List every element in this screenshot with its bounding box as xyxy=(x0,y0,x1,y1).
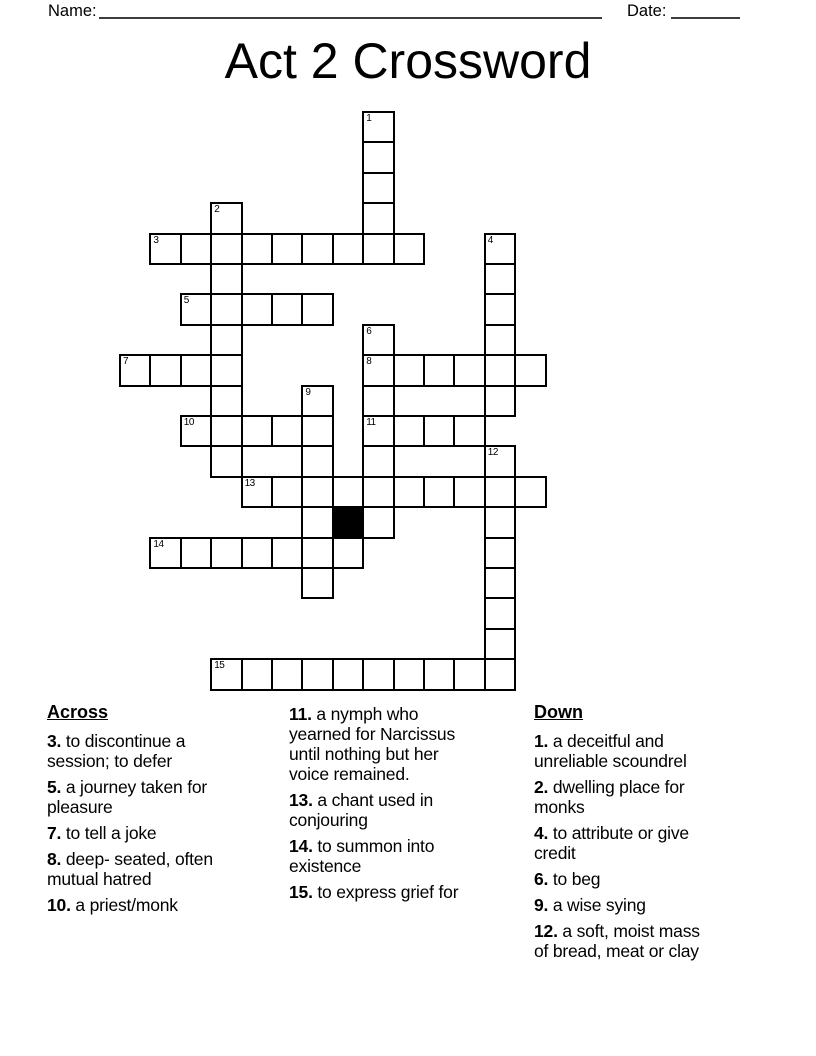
grid-cell[interactable] xyxy=(484,628,516,660)
clue-text: a priest/monk xyxy=(70,895,178,915)
across-clues-col1 xyxy=(47,731,287,915)
grid-cell[interactable] xyxy=(484,233,516,265)
cell-number: 14 xyxy=(153,538,164,550)
grid-cell[interactable] xyxy=(362,233,394,265)
cell-number: 10 xyxy=(183,417,194,428)
clue-number: 4. xyxy=(534,823,549,843)
grid-cell[interactable] xyxy=(332,233,364,265)
grid-cell[interactable] xyxy=(241,293,273,325)
clue-number: 15. xyxy=(289,882,313,902)
clue-13 xyxy=(289,790,524,830)
clue-number: 6. xyxy=(534,869,549,889)
clue-text: a deceitful and unreliable scoundrel xyxy=(534,731,687,771)
clue-6 xyxy=(534,869,779,889)
grid-cell[interactable] xyxy=(210,415,242,447)
down-clues xyxy=(534,731,779,961)
grid-cell[interactable] xyxy=(423,415,455,447)
clue-9 xyxy=(534,895,779,915)
grid-cell[interactable] xyxy=(393,658,425,690)
cell-number: 1 xyxy=(366,113,372,124)
grid-cell[interactable] xyxy=(210,537,242,569)
grid-cell[interactable] xyxy=(362,111,394,143)
grid-cell[interactable] xyxy=(423,476,455,508)
grid-cell[interactable] xyxy=(241,415,273,447)
grid-cell[interactable] xyxy=(484,354,516,386)
grid-cell[interactable] xyxy=(210,263,242,295)
clue-8 xyxy=(47,849,287,889)
grid-cell[interactable] xyxy=(484,476,516,508)
clue-text: a journey taken for pleasure xyxy=(47,777,208,817)
grid-cell[interactable] xyxy=(514,476,546,508)
clue-10 xyxy=(47,895,287,915)
cell-number: 5 xyxy=(183,295,189,307)
grid-cell[interactable] xyxy=(484,658,516,690)
grid-cell[interactable] xyxy=(119,354,151,386)
grid-cell[interactable] xyxy=(271,415,303,447)
clue-number: 5. xyxy=(47,777,62,797)
grid-cell[interactable] xyxy=(271,233,303,265)
grid-cell[interactable] xyxy=(332,476,364,508)
grid-cell[interactable] xyxy=(362,658,394,690)
clue-number: 13. xyxy=(289,790,313,810)
cell-number: 11 xyxy=(366,417,376,428)
grid-cell[interactable] xyxy=(210,385,242,417)
clue-text: to beg xyxy=(548,869,601,889)
grid-cell[interactable] xyxy=(393,415,425,447)
clue-number: 14. xyxy=(289,836,313,856)
grid-cell[interactable] xyxy=(180,293,212,325)
clue-1 xyxy=(534,731,779,771)
grid-cell[interactable] xyxy=(453,658,485,690)
clue-text: a nymph who yearned for Narcissus until nothing but her voice remained. xyxy=(289,704,456,784)
grid-cell[interactable] xyxy=(423,354,455,386)
clue-text: to tell a joke xyxy=(61,823,157,843)
clue-7 xyxy=(47,823,287,843)
grid-cell[interactable] xyxy=(301,293,333,325)
grid-cell[interactable] xyxy=(362,506,394,538)
page-title: Act 2 Crossword xyxy=(224,33,592,89)
grid-cell[interactable] xyxy=(241,476,273,508)
black-cell xyxy=(332,506,364,538)
grid-cell[interactable] xyxy=(149,354,181,386)
grid-cell[interactable] xyxy=(210,233,242,265)
crossword-grid xyxy=(119,111,547,691)
clue-number: 11. xyxy=(289,704,312,724)
grid-cell[interactable] xyxy=(514,354,546,386)
cell-number: 9 xyxy=(305,386,311,398)
grid-cell[interactable] xyxy=(241,537,273,569)
grid-cell[interactable] xyxy=(453,476,485,508)
grid-cell[interactable] xyxy=(484,263,516,295)
grid-cell[interactable] xyxy=(149,233,181,265)
grid-cell[interactable] xyxy=(271,537,303,569)
clue-number: 7. xyxy=(47,823,62,843)
cell-number: 2 xyxy=(214,204,220,216)
grid-cell[interactable] xyxy=(149,537,181,569)
grid-cell[interactable] xyxy=(301,537,333,569)
grid-cell[interactable] xyxy=(301,445,333,477)
grid-cell[interactable] xyxy=(180,415,212,447)
grid-cell[interactable] xyxy=(241,658,273,690)
grid-cell[interactable] xyxy=(362,445,394,477)
grid-cell[interactable] xyxy=(362,324,394,356)
grid-cell[interactable] xyxy=(484,324,516,356)
across-heading: Across xyxy=(47,702,109,722)
across-clues-col2 xyxy=(289,704,524,902)
clue-12 xyxy=(534,921,779,961)
cell-number: 7 xyxy=(123,356,129,368)
grid-cell[interactable] xyxy=(362,385,394,417)
clue-number: 3. xyxy=(47,731,62,751)
clue-number: 1. xyxy=(534,731,549,751)
grid-cell[interactable] xyxy=(484,445,516,477)
grid-cell[interactable] xyxy=(271,293,303,325)
grid-cell[interactable] xyxy=(271,476,303,508)
grid-cell[interactable] xyxy=(301,233,333,265)
grid-cell[interactable] xyxy=(393,233,425,265)
grid-cell[interactable] xyxy=(301,476,333,508)
clue-4 xyxy=(534,823,779,863)
clue-number: 10. xyxy=(47,895,71,915)
clue-2 xyxy=(534,777,779,817)
clue-text: to summon into existence xyxy=(289,836,435,876)
across-clues-column xyxy=(47,702,287,921)
grid-cell[interactable] xyxy=(393,476,425,508)
grid-cell[interactable] xyxy=(210,658,242,690)
clue-text: a wise sying xyxy=(548,895,646,915)
clue-text: a chant used in conjouring xyxy=(289,790,434,830)
grid-cell[interactable] xyxy=(180,537,212,569)
grid-cell[interactable] xyxy=(453,415,485,447)
date-field[interactable] xyxy=(671,1,740,19)
clue-number: 2. xyxy=(534,777,549,797)
clue-text: to express grief for xyxy=(312,882,459,902)
grid-cell[interactable] xyxy=(393,354,425,386)
grid-cell[interactable] xyxy=(362,141,394,173)
grid-cell[interactable] xyxy=(332,537,364,569)
clue-text: to discontinue a session; to defer xyxy=(47,731,186,771)
clue-14 xyxy=(289,836,524,876)
date-label: Date: xyxy=(627,2,667,20)
clue-15 xyxy=(289,882,524,902)
clue-11 xyxy=(289,704,524,784)
grid-cell[interactable] xyxy=(180,233,212,265)
cell-number: 8 xyxy=(366,356,372,368)
grid-cell[interactable] xyxy=(210,354,242,386)
grid-cell[interactable] xyxy=(423,658,455,690)
grid-cell[interactable] xyxy=(210,202,242,234)
grid-cell[interactable] xyxy=(484,597,516,629)
grid-cell[interactable] xyxy=(484,567,516,599)
grid-cell[interactable] xyxy=(271,658,303,690)
grid-cell[interactable] xyxy=(301,385,333,417)
grid-cell[interactable] xyxy=(484,385,516,417)
grid-cell[interactable] xyxy=(241,233,273,265)
grid-cell[interactable] xyxy=(362,415,394,447)
grid-cell[interactable] xyxy=(362,202,394,234)
clue-number: 8. xyxy=(47,849,62,869)
grid-cell[interactable] xyxy=(301,506,333,538)
grid-cell[interactable] xyxy=(301,415,333,447)
grid-cell[interactable] xyxy=(362,354,394,386)
clue-3 xyxy=(47,731,287,771)
clue-text: to attribute or give credit xyxy=(534,823,689,863)
grid-cell[interactable] xyxy=(301,567,333,599)
cell-number: 15 xyxy=(214,660,225,672)
cell-number: 13 xyxy=(244,477,255,489)
name-label: Name: xyxy=(48,2,97,20)
cell-number: 3 xyxy=(153,234,159,246)
grid-cell[interactable] xyxy=(332,658,364,690)
cell-number: 4 xyxy=(487,234,493,246)
down-clues-column xyxy=(534,702,779,967)
clue-text: dwelling place for monks xyxy=(534,777,685,817)
down-heading: Down xyxy=(534,702,583,722)
cell-number: 6 xyxy=(366,325,372,337)
name-field[interactable] xyxy=(99,1,602,19)
across-clues-column-2 xyxy=(289,704,524,908)
clue-number: 9. xyxy=(534,895,549,915)
clue-number: 12. xyxy=(534,921,558,941)
grid-cell[interactable] xyxy=(210,293,242,325)
grid-cell[interactable] xyxy=(180,354,212,386)
clue-text: deep- seated, often mutual hatred xyxy=(47,849,213,889)
clue-5 xyxy=(47,777,287,817)
grid-cell[interactable] xyxy=(484,293,516,325)
grid-cell[interactable] xyxy=(484,537,516,569)
grid-cell[interactable] xyxy=(210,445,242,477)
grid-cell[interactable] xyxy=(362,476,394,508)
cell-number: 12 xyxy=(487,447,498,459)
grid-cell[interactable] xyxy=(484,506,516,538)
clue-text: a soft, moist mass of bread, meat or clay xyxy=(534,921,700,961)
grid-cell[interactable] xyxy=(453,354,485,386)
grid-cell[interactable] xyxy=(210,324,242,356)
grid-cell[interactable] xyxy=(301,658,333,690)
grid-cell[interactable] xyxy=(362,172,394,204)
